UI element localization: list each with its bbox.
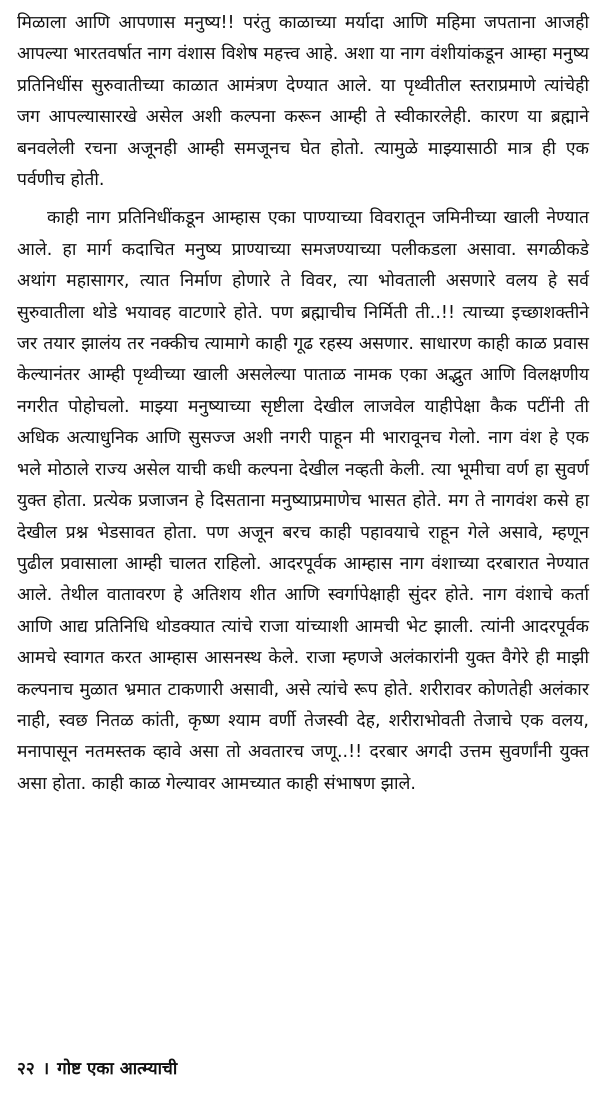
page-number: २२ xyxy=(17,1059,35,1079)
book-title: गोष्ट एका आत्म्याची xyxy=(57,1059,178,1079)
paragraph-2: काही नाग प्रतिनिधींकडून आम्हास एका पाण्याच्या विवरातून जमिनीच्या खाली नेण्यात आले. हा मार्ग कदाचित मनुष्य प्राण्याच्या समजण्याच्या पलीकडला असावा. सगळीकडे अथांग महासागर, त्यात निर्माण होणारे ते विवर, त्या भोवताली असणारे वलय हे सर्व सुरुवातीला थोडे भयावह वाटणारे होते. पण ब्रह्माचीच निर्मिती ती..!! त्याच्या इच्छाशक्तीने जर तयार झालंय तर नक्कीच त्यामागे काही गूढ रहस्य असणार. साधारण काही काळ प्रवास केल्यानंतर आम्ही पृथ्वीच्या खाली असलेल्या पाताळ नामक एका अद्भुत आणि विलक्षणीय नगरीत पोहोचलो. माझ्या मनुष्याच्या सृष्टीला देखील लाजवेल याहीपेक्षा कैक पटींनी ती अधिक अत्याधुनिक आणि सुसज्ज अशी नगरी पाहून मी भारावूनच गेलो. नाग वंश हे एक भले मोठाले राज्य असेल याची कधी कल्पना देखील नव्हती केली. त्या भूमीचा वर्ण हा सुवर्ण युक्त होता. प्रत्येक प्रजाजन हे दिसताना मनुष्याप्रमाणेच भासत होते. मग ते नागवंश कसे हा देखील प्रश्न भेडसावत होता. पण अजून बरच काही पहावयाचे राहून गेले असावे, म्हणून पुढील प्रवासाला आम्ही चालत राहिलो. आदरपूर्वक आम्हास नाग वंशाच्या दरबारात नेण्यात आले. तेथील वातावरण हे अतिशय शीत आणि स्वर्गापेक्षाही सुंदर होते. नाग वंशाचे कर्ता आणि आद्य प्रतिनिधि थोडक्यात त्यांचे राजा यांच्याशी आमची भेट झाली. त्यांनी आदरपूर्वक आमचे स्वागत करत आम्हास आसनस्थ केले. राजा म्हणजे अलंकारांनी युक्त वैगेरे ही माझी कल्पनाच मुळात भ्रमात टाकणारी असावी, असे त्यांचे रूप होते. शरीरावर कोणतेही अलंकार नाही, स्वछ नितळ कांती, कृष्ण श्याम वर्णी तेजस्वी देह, शरीराभोवती तेजाचे एक वलय, मनापासून नतमस्तक व्हावे असा तो अवतारच जणू..!! दरबार अगदी उत्तम सुवर्णांनी युक्त असा होता. काही काळ गेल्यावर आमच्यात काही संभाषण झाले. xyxy=(17,208,589,794)
page-footer xyxy=(17,1056,177,1079)
paragraph-1: मिळाला आणि आपणास मनुष्य!! परंतु काळाच्या मर्यादा आणि महिमा जपताना आजही आपल्या भारतवर्षात नाग वंशास विशेष महत्त्व आहे. अशा या नाग वंशीयांकडून आम्हा मनुष्य प्रतिनिधींस सुरुवातीच्या काळात आमंत्रण देण्यात आले. या पृथ्वीतील स्तराप्रमाणे त्यांचेही जग आपल्यासारखे असेल अशी कल्पना करून आम्ही ते स्वीकारलेही. कारण या ब्रह्माने बनवलेली रचना अजूनही आम्ही समजूनच घेत होतो. त्यामुळे माझ्यासाठी मात्र ही एक पर्वणीच होती. xyxy=(17,13,589,191)
footer-separator: । xyxy=(42,1059,50,1079)
page-body-text xyxy=(17,8,589,800)
